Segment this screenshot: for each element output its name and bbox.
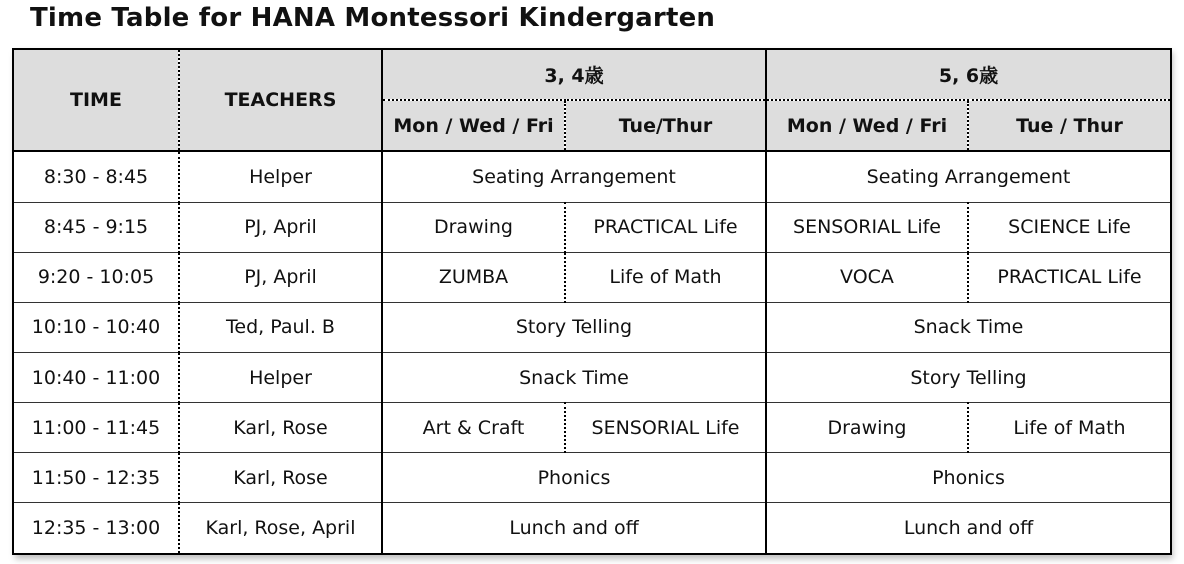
cell-3-4-tue-thur: SENSORIAL Life [565,403,766,453]
cell-5-6-mon-wed-fri: Drawing [766,403,968,453]
cell-3-4-activity: Seating Arrangement [382,151,766,202]
cell-5-6-activity: Snack Time [766,302,1171,352]
page-title: Time Table for HANA Montessori Kindergarten [30,3,716,33]
cell-3-4-mon-wed-fri: Drawing [382,202,565,252]
cell-5-6-activity: Lunch and off [766,503,1171,554]
table-row [13,403,1171,453]
cell-3-4-tue-thur: PRACTICAL Life [565,202,766,252]
cell-5-6-tue-thur: PRACTICAL Life [968,252,1171,302]
header-3-4-tue-thur: Tue/Thur [565,100,766,151]
cell-3-4-activity: Lunch and off [382,503,766,554]
cell-teachers: PJ, April [179,202,382,252]
header-group-5-6: 5, 6歳 [766,49,1171,100]
table-row [13,503,1171,554]
cell-teachers: Helper [179,151,382,202]
cell-time: 10:10 - 10:40 [13,302,179,352]
header-time: TIME [13,49,179,151]
header-3-4-mon-wed-fri: Mon / Wed / Fri [382,100,565,151]
cell-3-4-mon-wed-fri: Art & Craft [382,403,565,453]
cell-3-4-activity: Story Telling [382,302,766,352]
cell-teachers: Helper [179,352,382,402]
cell-3-4-tue-thur: Life of Math [565,252,766,302]
cell-3-4-activity: Snack Time [382,352,766,402]
cell-time: 11:00 - 11:45 [13,403,179,453]
header-group-3-4: 3, 4歳 [382,49,766,100]
cell-3-4-activity: Phonics [382,453,766,503]
cell-5-6-tue-thur: Life of Math [968,403,1171,453]
table-row [13,302,1171,352]
timetable-wrapper [12,48,1170,555]
cell-teachers: PJ, April [179,252,382,302]
cell-time: 10:40 - 11:00 [13,352,179,402]
cell-time: 11:50 - 12:35 [13,453,179,503]
table-row [13,252,1171,302]
cell-teachers: Karl, Rose [179,453,382,503]
cell-time: 9:20 - 10:05 [13,252,179,302]
cell-teachers: Karl, Rose [179,403,382,453]
cell-5-6-mon-wed-fri: VOCA [766,252,968,302]
cell-5-6-tue-thur: SCIENCE Life [968,202,1171,252]
cell-5-6-mon-wed-fri: SENSORIAL Life [766,202,968,252]
table-row [13,453,1171,503]
header-teachers: TEACHERS [179,49,382,151]
cell-time: 8:30 - 8:45 [13,151,179,202]
cell-5-6-activity: Story Telling [766,352,1171,402]
table-row [13,202,1171,252]
cell-teachers: Ted, Paul. B [179,302,382,352]
cell-5-6-activity: Seating Arrangement [766,151,1171,202]
cell-teachers: Karl, Rose, April [179,503,382,554]
cell-5-6-activity: Phonics [766,453,1171,503]
header-5-6-mon-wed-fri: Mon / Wed / Fri [766,100,968,151]
header-5-6-tue-thur: Tue / Thur [968,100,1171,151]
timetable [12,48,1172,555]
cell-3-4-mon-wed-fri: ZUMBA [382,252,565,302]
cell-time: 12:35 - 13:00 [13,503,179,554]
cell-time: 8:45 - 9:15 [13,202,179,252]
table-row [13,151,1171,202]
table-row [13,352,1171,402]
